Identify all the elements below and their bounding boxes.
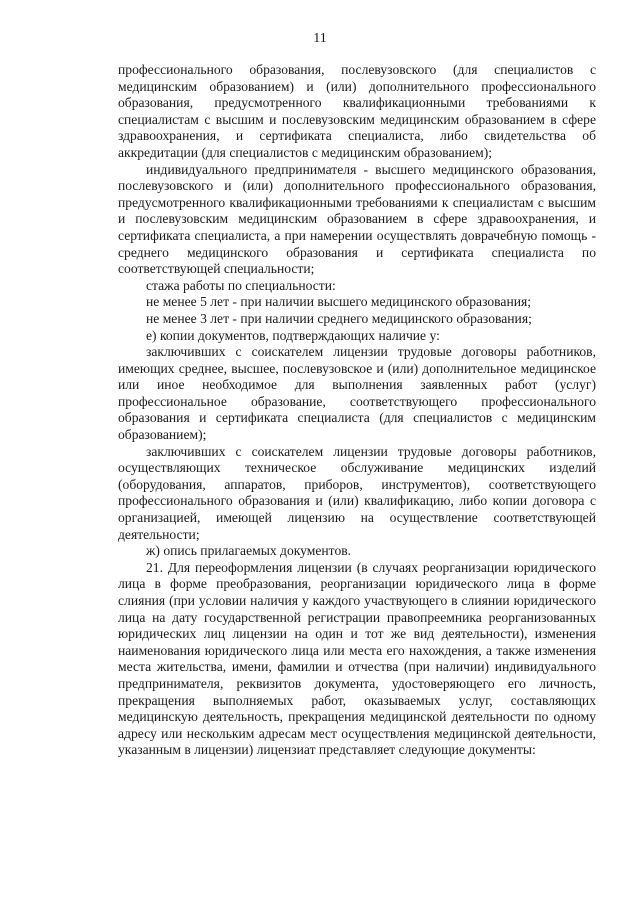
paragraph-item-e: е) копии документов, подтверждающих наличие у: <box>146 327 440 343</box>
page-number: 11 <box>313 31 327 46</box>
paragraph-section-21: 21. Для переоформления лицензии (в случаях реорганизации юридического лица в форме преобразования, реорганизации юридического лица в форме слияния (при условии наличия у каждого участвующего в слиянии юридического лица на дату государственной регистрации правопреемника реорганизованных юридических лиц лицензии на один и тот же вид деятельности), изменения наименования юридического лица или места его нахождения, а также изменения места жительства, имени, фамилии и отчества (при наличии) индивидуального предпринимателя, реквизитов документа, удостоверяющего его личность, прекращения выполняемых работ, оказываемых услуг, составляющих медицинскую деятельность, прекращения медицинской деятельности по одному адресу или нескольким адресам мест осуществления медицинской деятельности, указанным в лицензии) лицензиат представляет следующие документы: <box>118 559 596 758</box>
paragraph-3-years: не менее 3 лет - при наличии среднего медицинского образования; <box>146 310 532 326</box>
paragraph-technical-workers: заключивших с соискателем лицензии трудовые договоры работников, осуществляющих техническое обслуживание медицинских изделий (оборудования, аппаратов, приборов, инструментов), соответствующего профессионального образования и (или) квалификацию, либо копии договора с организацией, имеющей лицензию на осуществление соответствующей деятельности; <box>118 443 596 542</box>
document-body <box>118 62 596 759</box>
paragraph-continuation: профессионального образования, послевузовского (для специалистов с медицинским образованием) и (или) дополнительного профессионального образования, предусмотренного квалификационными требованиями к специалистам с высшим и послевузовским медицинским образованием в сфере здравоохранения, и сертификата специалиста, либо свидетельства об аккредитации (для специалистов с медицинским образованием); <box>118 62 596 160</box>
paragraph-individual-entrepreneur: индивидуального предпринимателя - высшего медицинского образования, послевузовского и (или) дополнительного профессионального образования, предусмотренного квалификационными требованиями к специалистам с высшим и послевузовским медицинским образованием в сфере здравоохранения, и сертификата специалиста, а при намерении осуществлять доврачебную помощь - среднего медицинского образования и сертификата специалиста по соответствующей специальности; <box>118 161 596 277</box>
paragraph-5-years: не менее 5 лет - при наличии высшего медицинского образования; <box>146 294 532 310</box>
paragraph-work-experience: стажа работы по специальности: <box>146 277 336 293</box>
paragraph-item-zh: ж) опись прилагаемых документов. <box>146 543 352 559</box>
paragraph-medical-workers: заключивших с соискателем лицензии трудовые договоры работников, имеющих среднее, высшее, послевузовское и (или) дополнительное медицинское или иное необходимое для выполнения заявленных работ (услуг) профессиональное образование, соответствующего профессионального образования и сертификата специалиста (для специалистов с медицинским образованием); <box>118 344 596 443</box>
